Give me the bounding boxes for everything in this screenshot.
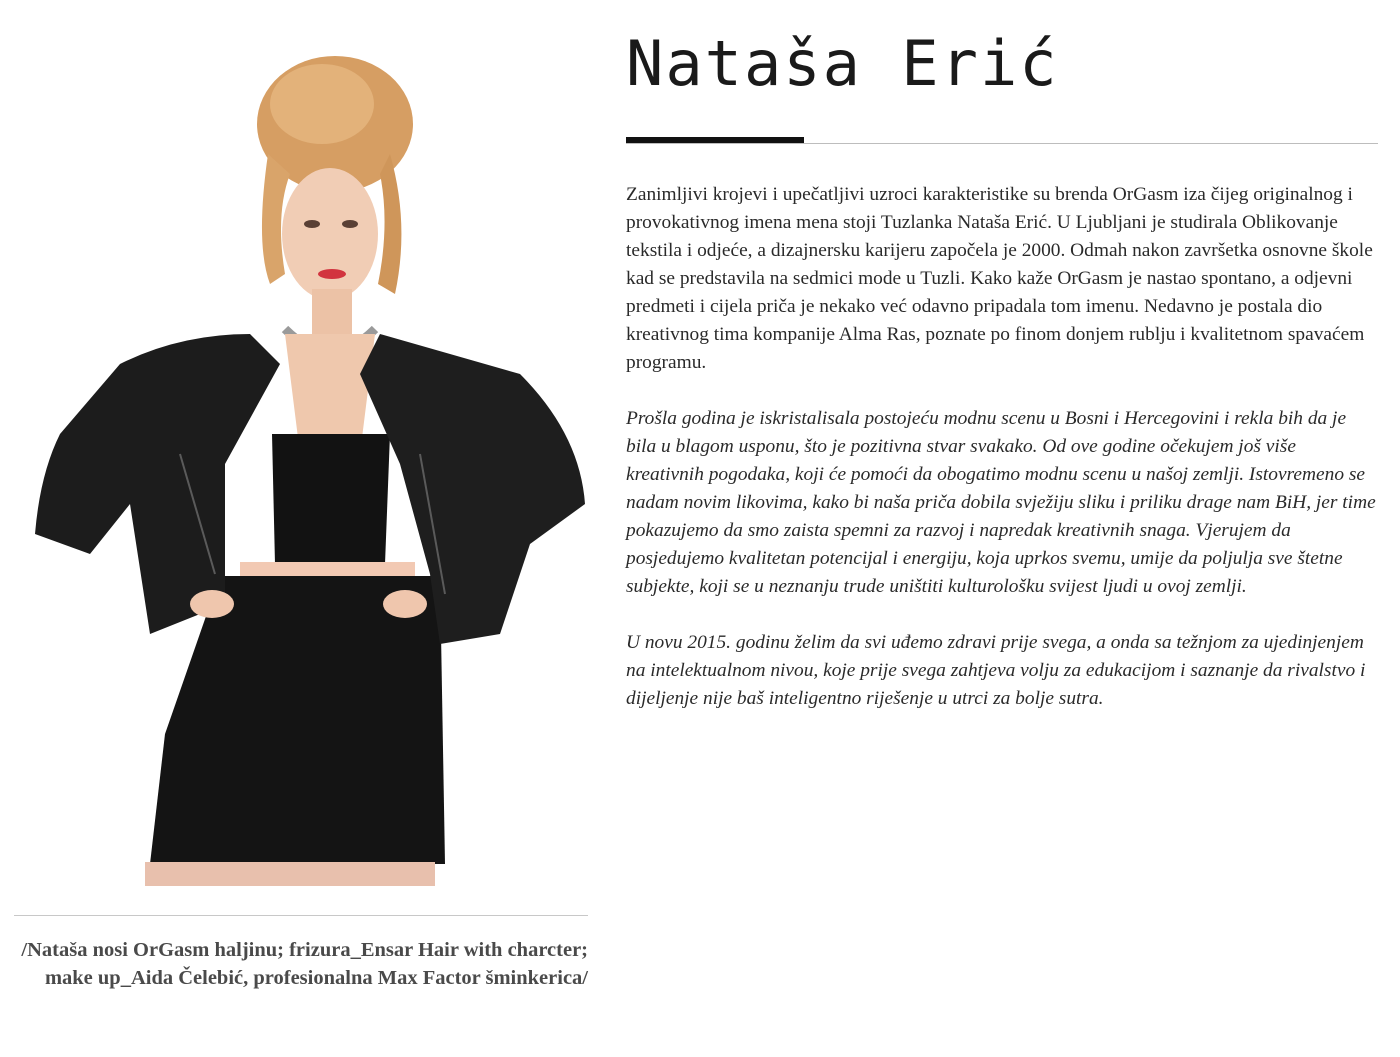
- paragraph-quote-2: U novu 2015. godinu želim da svi uđemo zdravi prije svega, a onda sa težnjom za ujedinjenjem na intelektualnom nivou, koje prije svega zahtjeva volju za edukacijom i saznanje da rivalstvo i dijeljenje nije baš inteligentno riješenje u utrci za bolje sutra.: [626, 632, 1366, 709]
- portrait-photo: [0, 34, 588, 886]
- article-body: [626, 181, 1378, 741]
- face-shape: [282, 168, 378, 300]
- caption-divider: [14, 915, 588, 916]
- title-divider: [626, 143, 1378, 144]
- article-title: Nataša Erić: [626, 27, 1059, 100]
- portrait-illustration: [0, 34, 588, 886]
- title-accent-bar: [626, 137, 804, 143]
- paragraph-intro: Zanimljivi krojevi i upečatljivi uzroci karakteristike su brenda OrGasm iza čijeg originalnog i provokativnog imena mena stoji Tuzlanka Nataša Erić. U Ljubljani je studirala Oblikovanje tekstila i odjeće, a dizajnersku karijeru započela je 2000. Odmah nakon završetka osnovne škole kad se predstavila na sedmici mode u Tuzli. Kako kaže OrGasm je nastao spontano, a odjevni predmeti i cijela priča je nekako već odavno pripadala tom imenu. Nedavno je postala dio kreativnog tima kompanije Alma Ras, poznate po finom donjem rublju i kvalitetnom spavaćem programu.: [626, 184, 1373, 373]
- paragraph-quote-1: Prošla godina je iskristalisala postojeću modnu scenu u Bosni i Hercegovini i rekla bih da je bila u blagom usponu, što je pozitivna stvar svakako. Od ove godine očekujem još više kreativnih pogodaka, koji će pomoći da obogatimo modnu scenu u našoj zemlji. Istovremeno se nadam novim likovima, kako bi naša priča dobila svježiju sliku i priliku drage nam BiH, jer time pokazujemo da smo zaista spemni za razvoj i napredak kreativnih snaga. Vjerujem da posjedujemo kvalitetan potencijal i energiju, koja uprkos svemu, umije da poljulja sve štetne subjekte, koji se u neznanju trude uništiti kulturološku svijest ljudi u ovoj zemlji.: [626, 408, 1376, 597]
- photo-caption: /Nataša nosi OrGasm haljinu; frizura_Ensar Hair with charcter; make up_Aida Čelebić, profesionalna Max Factor šminkerica/: [21, 939, 588, 989]
